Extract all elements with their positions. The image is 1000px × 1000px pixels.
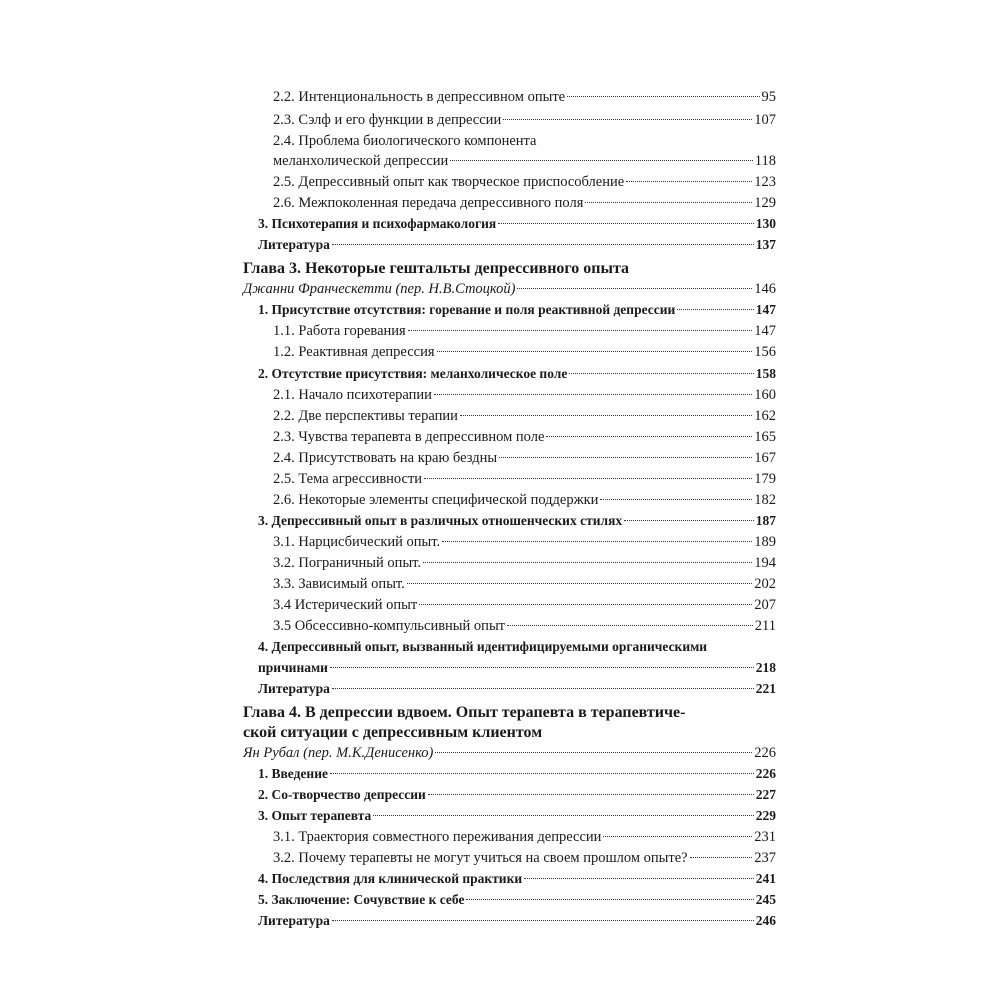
toc-entry[interactable] <box>258 806 776 826</box>
page-number: 246 <box>755 913 776 928</box>
entry-title: 5. Заключение: Сочувствие к себе <box>258 892 465 907</box>
page-number: 129 <box>754 195 776 211</box>
entry-title: Ян Рубал (пер. М.К.Денисенко) <box>243 745 434 761</box>
dot-leader <box>546 436 752 437</box>
entry-title: 2.4. Проблема биологического компонента <box>273 133 537 149</box>
page-number: 194 <box>754 555 776 571</box>
page-number: 160 <box>754 387 776 403</box>
page-number: 189 <box>754 534 776 550</box>
page-number: 202 <box>754 576 776 592</box>
dot-leader <box>434 394 752 395</box>
page-number: 158 <box>755 366 776 381</box>
dot-leader <box>408 330 753 331</box>
dot-leader <box>373 815 753 816</box>
toc-entry[interactable] <box>273 151 776 171</box>
dot-leader <box>569 373 753 374</box>
toc-entry[interactable] <box>273 87 776 107</box>
entry-title: 2. Со-творчество депрессии <box>258 787 426 802</box>
toc-entry[interactable] <box>273 848 776 868</box>
page-number: 245 <box>755 892 776 907</box>
entry-title: 2.3. Чувства терапевта в депрессивном поле <box>273 429 545 445</box>
page-number: 167 <box>754 450 776 466</box>
entry-title: 2. Отсутствие присутствия: меланхолическое поле <box>258 366 568 381</box>
entry-title: 3. Психотерапия и психофармакология <box>258 216 497 231</box>
page-number: 95 <box>761 89 776 105</box>
entry-title: 3. Опыт терапевта <box>258 808 372 823</box>
page-number: 118 <box>754 153 776 169</box>
entry-title: 3.2. Пограничный опыт. <box>273 555 422 571</box>
toc-entry[interactable] <box>273 193 776 213</box>
dot-leader <box>332 688 754 689</box>
toc-entry[interactable] <box>273 532 776 552</box>
page-number: 147 <box>755 302 776 317</box>
page-number: 107 <box>754 112 776 128</box>
dot-leader <box>603 836 752 837</box>
entry-title: 4. Последствия для клинической практики <box>258 871 523 886</box>
page-number: 211 <box>754 618 776 634</box>
toc-entry[interactable] <box>273 595 776 615</box>
page-number: 226 <box>754 745 776 761</box>
page-number: 187 <box>755 513 776 528</box>
toc-entry[interactable] <box>258 364 776 384</box>
page-number: 165 <box>754 429 776 445</box>
page-number: 218 <box>755 660 776 675</box>
toc-entry[interactable] <box>273 342 776 362</box>
chapter-heading: Глава 3. Некоторые гештальты депрессивного опыта <box>243 260 630 277</box>
dot-leader <box>507 625 753 626</box>
dot-leader <box>677 309 753 310</box>
entry-title: 1.1. Работа горевания <box>273 323 406 339</box>
page-number: 137 <box>755 237 776 252</box>
dot-leader <box>424 478 752 479</box>
entry-title: меланхолической депрессии <box>273 153 449 169</box>
entry-title: Литература <box>258 913 330 928</box>
toc-entry[interactable] <box>258 511 776 531</box>
page-number: 241 <box>755 871 776 886</box>
toc-entry[interactable] <box>243 743 776 763</box>
toc-entry[interactable] <box>273 427 776 447</box>
toc-entry[interactable] <box>273 490 776 510</box>
entry-title: 2.6. Некоторые элементы специфической поддержки <box>273 492 599 508</box>
dot-leader <box>460 415 752 416</box>
page-number: 156 <box>754 344 776 360</box>
entry-title: 2.4. Присутствовать на краю бездны <box>273 450 498 466</box>
toc-entry[interactable] <box>258 235 776 255</box>
entry-title: 3.1. Нарцисбический опыт. <box>273 534 441 550</box>
toc-entry[interactable] <box>273 553 776 573</box>
page-number: 130 <box>755 216 776 231</box>
toc-entry[interactable] <box>273 131 776 151</box>
dot-leader <box>499 457 752 458</box>
chapter-heading: ской ситуации с депрессивным клиентом <box>243 724 543 741</box>
toc-entry[interactable] <box>273 616 776 636</box>
dot-leader <box>407 583 752 584</box>
entry-title: 2.3. Сэлф и его функции в депрессии <box>273 112 502 128</box>
entry-title: 3.4 Истерический опыт <box>273 597 418 613</box>
page-number: 226 <box>755 766 776 781</box>
toc-entry[interactable] <box>273 110 776 130</box>
dot-leader <box>332 920 754 921</box>
dot-leader <box>466 899 753 900</box>
dot-leader <box>567 96 759 97</box>
toc-entry[interactable] <box>258 300 776 320</box>
dot-leader <box>503 119 752 120</box>
page-number: 123 <box>754 174 776 190</box>
toc-entry[interactable] <box>273 469 776 489</box>
entry-title: 3.2. Почему терапевты не могут учиться на своем прошлом опыте? <box>273 850 688 866</box>
dot-leader <box>419 604 752 605</box>
toc-entry[interactable] <box>243 279 776 299</box>
entry-title: 1. Присутствие отсутствия: горевание и поля реактивной депрессии <box>258 302 676 317</box>
toc-entry[interactable] <box>258 658 776 678</box>
toc-entry[interactable] <box>273 827 776 847</box>
entry-title: 3.1. Траектория совместного переживания депрессии <box>273 829 602 845</box>
toc-entry[interactable] <box>273 574 776 594</box>
page-number: 229 <box>755 808 776 823</box>
dot-leader <box>517 288 752 289</box>
page-number: 231 <box>754 829 776 845</box>
toc-entry[interactable] <box>258 214 776 234</box>
page-number: 227 <box>755 787 776 802</box>
toc-entry[interactable] <box>258 764 776 784</box>
toc-entry[interactable] <box>258 679 776 699</box>
dot-leader <box>524 878 754 879</box>
dot-leader <box>330 667 754 668</box>
dot-leader <box>435 752 752 753</box>
entry-title: 2.5. Тема агрессивности <box>273 471 423 487</box>
entry-title: 3. Депрессивный опыт в различных отношенческих стилях <box>258 513 623 528</box>
entry-title: 2.6. Межпоколенная передача депрессивного поля <box>273 195 584 211</box>
entry-title: 1. Введение <box>258 766 328 781</box>
entry-title: 2.1. Начало психотерапии <box>273 387 432 403</box>
toc-entry[interactable] <box>273 172 776 192</box>
page-number: 182 <box>754 492 776 508</box>
dot-leader <box>428 794 754 795</box>
page-number: 221 <box>755 681 776 696</box>
toc-entry[interactable] <box>273 448 776 468</box>
dot-leader <box>330 773 754 774</box>
page-number: 147 <box>754 323 776 339</box>
toc-entry[interactable] <box>258 869 776 889</box>
toc-entry[interactable] <box>258 890 776 910</box>
entry-title: 1.2. Реактивная депрессия <box>273 344 435 360</box>
dot-leader <box>498 223 754 224</box>
dot-leader <box>442 541 752 542</box>
dot-leader <box>437 351 753 352</box>
toc-entry[interactable] <box>273 321 776 341</box>
entry-title: Джанни Франческетти (пер. Н.В.Стоцкой) <box>243 281 516 297</box>
page-number: 146 <box>754 281 776 297</box>
entry-title: Литература <box>258 237 330 252</box>
dot-leader <box>450 160 753 161</box>
toc-entry[interactable] <box>273 385 776 405</box>
page-number: 162 <box>754 408 776 424</box>
dot-leader <box>423 562 752 563</box>
chapter-heading: Глава 4. В депрессии вдвоем. Опыт терапевта в терапевтиче- <box>243 704 686 721</box>
toc-entry[interactable] <box>273 406 776 426</box>
entry-title: 3.3. Зависимый опыт. <box>273 576 405 592</box>
dot-leader <box>690 857 753 858</box>
page-number: 179 <box>754 471 776 487</box>
entry-title: 4. Депрессивный опыт, вызванный идентифицируемыми органическими <box>258 639 708 654</box>
entry-title: 2.2. Две перспективы терапии <box>273 408 458 424</box>
toc-entry[interactable] <box>258 911 776 931</box>
toc-entry[interactable] <box>258 785 776 805</box>
dot-leader <box>600 499 752 500</box>
entry-title: 2.5. Депрессивный опыт как творческое приспособление <box>273 174 625 190</box>
entry-title: 2.2. Интенциональность в депрессивном опыте <box>273 89 566 105</box>
dot-leader <box>332 244 754 245</box>
toc-entry[interactable] <box>258 637 776 657</box>
entry-title: причинами <box>258 660 328 675</box>
entry-title: 3.5 Обсессивно-компульсивный опыт <box>273 618 506 634</box>
page-number: 207 <box>754 597 776 613</box>
dot-leader <box>624 520 754 521</box>
entry-title: Литература <box>258 681 330 696</box>
page-number: 237 <box>754 850 776 866</box>
dot-leader <box>626 181 752 182</box>
dot-leader <box>585 202 752 203</box>
